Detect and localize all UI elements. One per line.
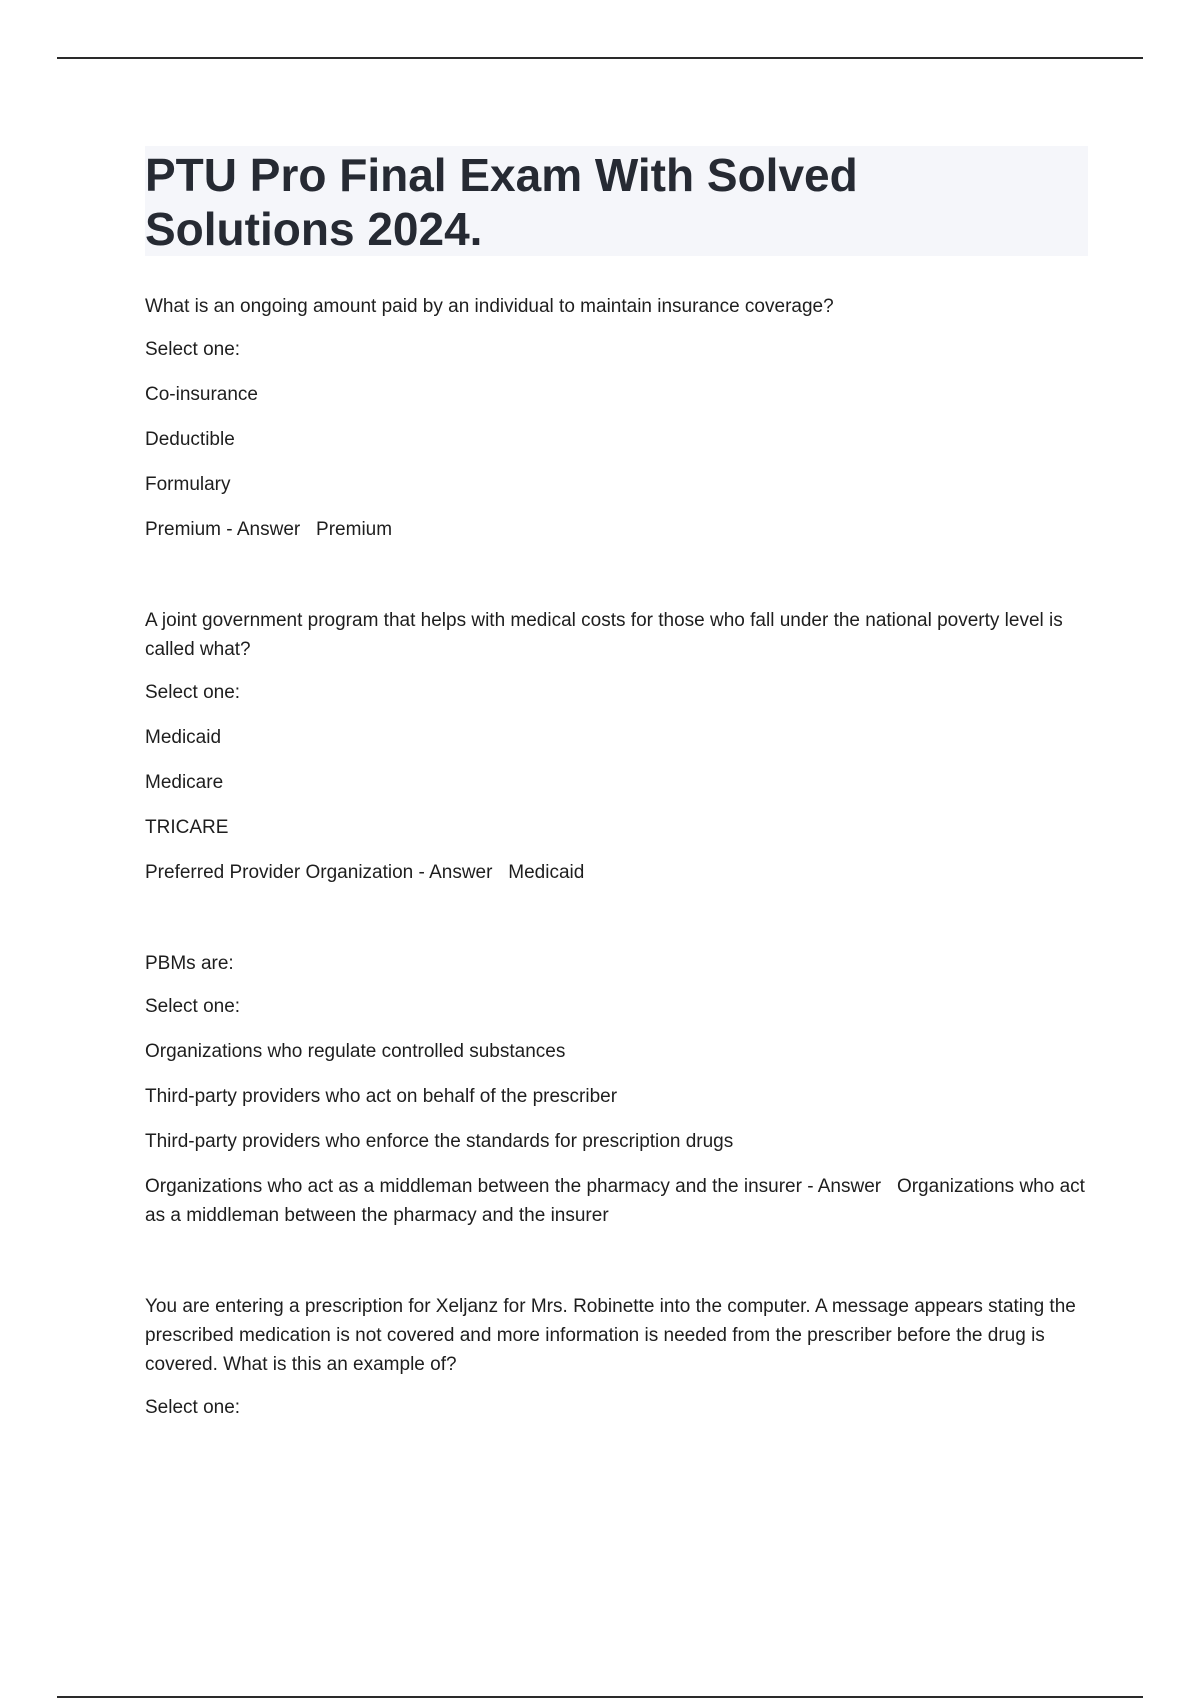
- option: Organizations who act as a middleman between the pharmacy and the insurer: [145, 1176, 802, 1197]
- option: Organizations who regulate controlled substances: [145, 1041, 566, 1062]
- option-with-answer: [145, 858, 1088, 887]
- answer: Medicaid: [508, 862, 585, 883]
- question-text: PBMs are:: [145, 953, 234, 974]
- question-list: [145, 292, 1088, 1422]
- option: Formulary: [145, 474, 231, 495]
- document-body: [145, 146, 1088, 1484]
- answer: Premium: [316, 519, 393, 540]
- answer-label: - Answer: [221, 519, 317, 540]
- select-prompt: Select one:: [145, 996, 241, 1017]
- title-block: [145, 146, 1088, 256]
- question-1: [145, 292, 1088, 544]
- answer: Organizations who act as a middleman between the pharmacy and the insurer: [145, 1176, 1085, 1226]
- question-text: A joint government program that helps with medical costs for those who fall under the national poverty level is called what?: [145, 610, 1063, 660]
- document-title: PTU Pro Final Exam With Solved Solutions 2024.: [145, 149, 858, 255]
- option: Preferred Provider Organization: [145, 862, 414, 883]
- answer-label: - Answer: [801, 1176, 897, 1197]
- option: Medicaid: [145, 727, 222, 748]
- select-prompt: Select one:: [145, 339, 241, 360]
- select-prompt: Select one:: [145, 1397, 241, 1418]
- question-3: [145, 949, 1088, 1230]
- option: Medicare: [145, 772, 224, 793]
- question-text: What is an ongoing amount paid by an individual to maintain insurance coverage?: [145, 296, 834, 317]
- question-4: [145, 1292, 1088, 1422]
- bottom-rule: [57, 1696, 1143, 1698]
- select-prompt: Select one:: [145, 682, 241, 703]
- option: Deductible: [145, 429, 235, 450]
- answer-label: - Answer: [413, 862, 509, 883]
- option: Third-party providers who enforce the standards for prescription drugs: [145, 1131, 734, 1152]
- question-2: [145, 606, 1088, 887]
- option-with-answer: [145, 515, 1088, 544]
- option: TRICARE: [145, 817, 229, 838]
- top-rule: [57, 57, 1143, 59]
- option: Co-insurance: [145, 384, 258, 405]
- option: Third-party providers who act on behalf of the prescriber: [145, 1086, 618, 1107]
- question-text: You are entering a prescription for Xeljanz for Mrs. Robinette into the computer. A message appears stating the prescribed medication is not covered and more information is needed from the prescriber before the drug is covered. What is this an example of?: [145, 1296, 1076, 1375]
- option-with-answer: [145, 1172, 1088, 1230]
- option: Premium: [145, 519, 222, 540]
